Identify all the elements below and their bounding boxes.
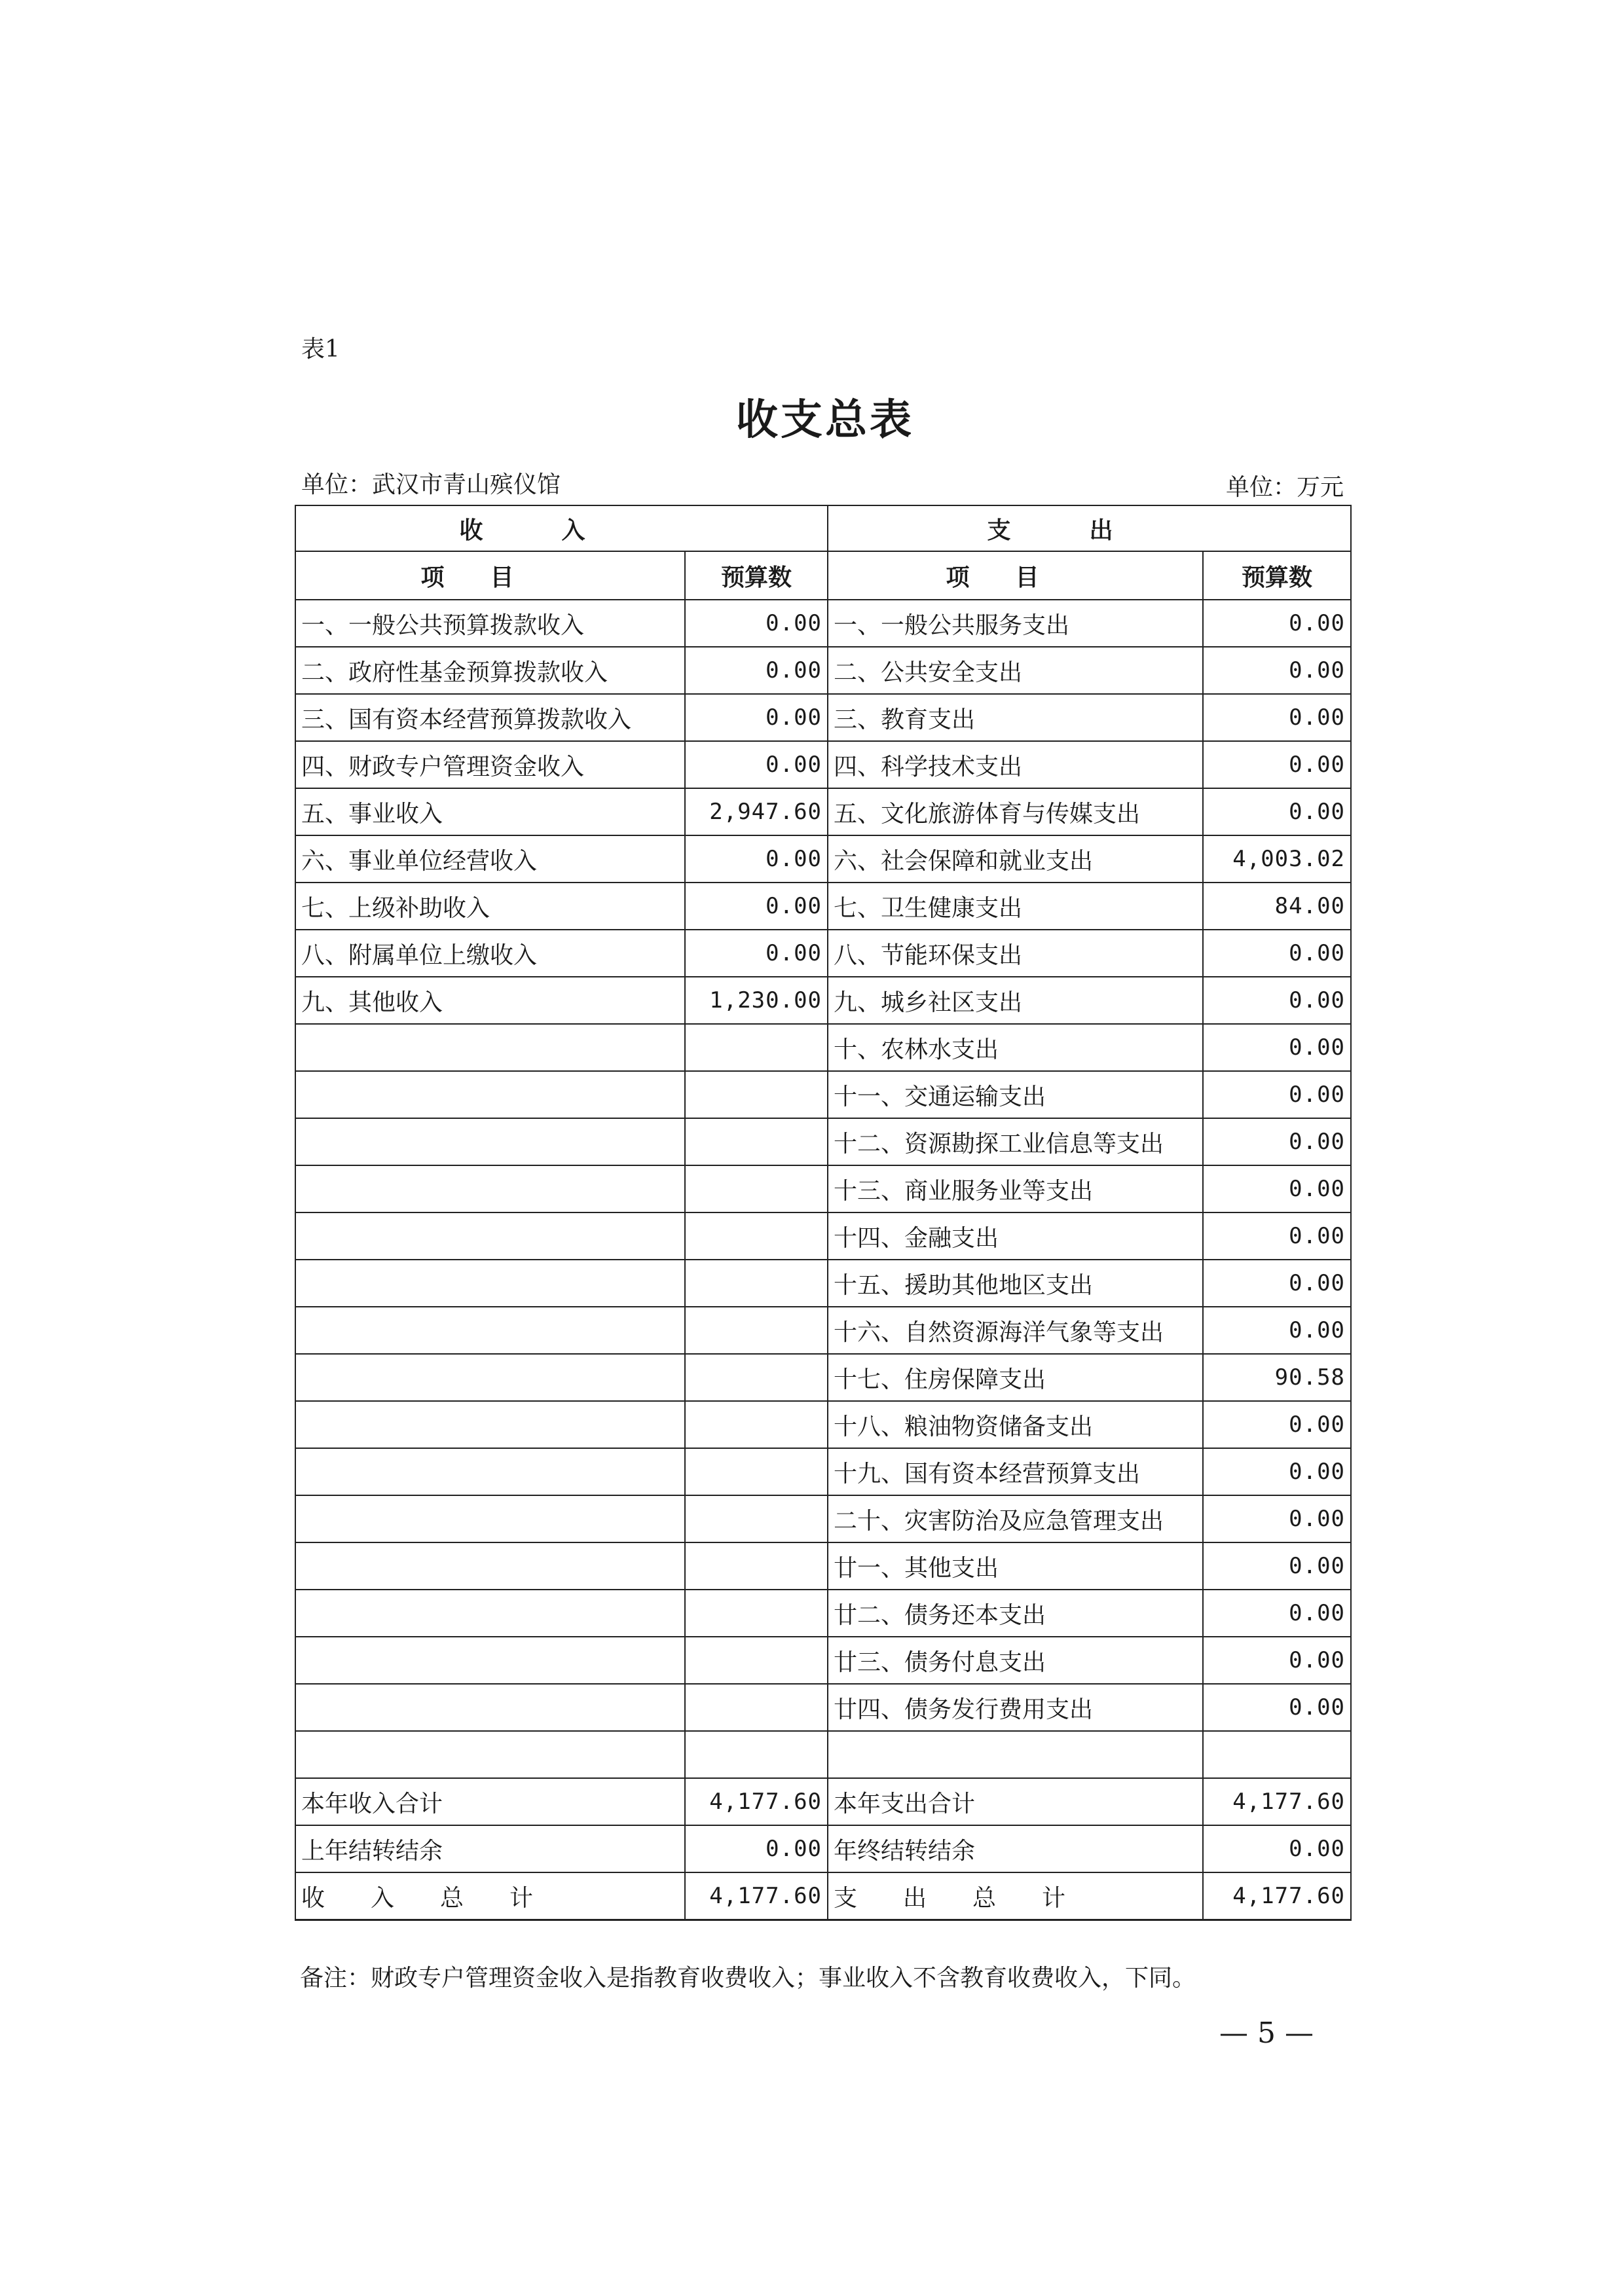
expense-grand-total-label: 支出总计 (828, 1872, 1203, 1920)
income-item-cell (295, 1542, 685, 1590)
expense-budget-cell: 0.00 (1203, 1260, 1351, 1307)
income-item-cell: 本年收入合计 (295, 1778, 685, 1825)
expense-item-cell: 七、卫生健康支出 (828, 883, 1203, 930)
income-budget-cell (685, 1401, 828, 1448)
expense-budget-cell (1203, 1731, 1351, 1778)
income-budget-cell: 0.00 (685, 741, 828, 788)
table-row (295, 1778, 1351, 1825)
expense-item-cell (828, 1731, 1203, 1778)
income-item-cell: 三、国有资本经营预算拨款收入 (295, 694, 685, 741)
expense-budget-cell: 0.00 (1203, 1024, 1351, 1071)
table-row (295, 1260, 1351, 1307)
income-budget-cell (685, 1354, 828, 1401)
expense-item-cell: 八、节能环保支出 (828, 930, 1203, 977)
income-budget-cell: 0.00 (685, 930, 828, 977)
expense-item-cell: 九、城乡社区支出 (828, 977, 1203, 1024)
table-row (295, 835, 1351, 883)
income-item-cell (295, 1495, 685, 1542)
income-item-cell (295, 1354, 685, 1401)
income-item-cell (295, 1637, 685, 1684)
income-budget-header: 预算数 (685, 551, 828, 600)
income-item-cell: 一、一般公共预算拨款收入 (295, 600, 685, 647)
table-row (295, 741, 1351, 788)
income-item-cell (295, 1212, 685, 1260)
table-row (295, 1212, 1351, 1260)
expense-item-cell: 十一、交通运输支出 (828, 1071, 1203, 1118)
expense-item-cell: 五、文化旅游体育与传媒支出 (828, 788, 1203, 835)
expense-budget-cell: 0.00 (1203, 1684, 1351, 1731)
income-budget-cell (685, 1448, 828, 1495)
income-item-cell (295, 1165, 685, 1212)
expense-item-cell: 二十、灾害防治及应急管理支出 (828, 1495, 1203, 1542)
income-budget-cell (685, 1071, 828, 1118)
income-budget-cell (685, 1212, 828, 1260)
expense-budget-cell: 0.00 (1203, 977, 1351, 1024)
expense-budget-cell: 0.00 (1203, 600, 1351, 647)
table-row (295, 1684, 1351, 1731)
expense-budget-cell: 0.00 (1203, 1165, 1351, 1212)
income-budget-cell: 0.00 (685, 1825, 828, 1872)
table-row (295, 1825, 1351, 1872)
income-grand-total-label: 收入总计 (295, 1872, 685, 1920)
income-item-cell (295, 1024, 685, 1071)
income-item-cell (295, 1590, 685, 1637)
expense-section-header: 支出 (828, 505, 1351, 551)
page-title: 收支总表 (736, 396, 914, 445)
page-number: — 5 — (1219, 2016, 1314, 2050)
expense-item-cell: 廿四、债务发行费用支出 (828, 1684, 1203, 1731)
income-item-cell (295, 1401, 685, 1448)
expense-item-cell: 一、一般公共服务支出 (828, 600, 1203, 647)
expense-item-cell: 二、公共安全支出 (828, 647, 1203, 694)
expense-item-cell: 年终结转结余 (828, 1825, 1203, 1872)
expense-item-cell: 十五、援助其他地区支出 (828, 1260, 1203, 1307)
income-item-cell: 六、事业单位经营收入 (295, 835, 685, 883)
income-item-cell (295, 1684, 685, 1731)
expense-budget-header: 预算数 (1203, 551, 1351, 600)
income-grand-total-value: 4,177.60 (685, 1872, 828, 1920)
expense-budget-cell: 0.00 (1203, 1590, 1351, 1637)
expense-item-header: 项目 (828, 551, 1203, 600)
income-budget-cell: 2,947.60 (685, 788, 828, 835)
table-row (295, 647, 1351, 694)
expense-budget-cell: 0.00 (1203, 788, 1351, 835)
income-budget-cell: 0.00 (685, 835, 828, 883)
expense-item-cell: 十四、金融支出 (828, 1212, 1203, 1260)
table-row (295, 1165, 1351, 1212)
expense-budget-cell: 0.00 (1203, 930, 1351, 977)
table-row (295, 1448, 1351, 1495)
expense-budget-cell: 0.00 (1203, 1825, 1351, 1872)
expense-budget-cell: 0.00 (1203, 1071, 1351, 1118)
expense-item-cell: 十二、资源勘探工业信息等支出 (828, 1118, 1203, 1165)
expense-budget-cell: 0.00 (1203, 1448, 1351, 1495)
income-budget-cell (685, 1165, 828, 1212)
income-item-cell: 九、其他收入 (295, 977, 685, 1024)
income-budget-cell (685, 1495, 828, 1542)
table-row (295, 883, 1351, 930)
table-row (295, 1307, 1351, 1354)
expense-item-cell: 十六、自然资源海洋气象等支出 (828, 1307, 1203, 1354)
income-item-cell (295, 1118, 685, 1165)
income-budget-cell (685, 1637, 828, 1684)
income-item-cell (295, 1307, 685, 1354)
table-row (295, 1495, 1351, 1542)
expense-item-cell: 廿一、其他支出 (828, 1542, 1203, 1590)
income-item-cell: 八、附属单位上缴收入 (295, 930, 685, 977)
expense-budget-cell: 90.58 (1203, 1354, 1351, 1401)
income-budget-cell: 0.00 (685, 600, 828, 647)
budget-summary-table (295, 505, 1352, 1921)
income-item-cell: 七、上级补助收入 (295, 883, 685, 930)
expense-item-cell: 本年支出合计 (828, 1778, 1203, 1825)
table-row (295, 930, 1351, 977)
expense-budget-cell: 0.00 (1203, 1307, 1351, 1354)
expense-budget-cell: 0.00 (1203, 741, 1351, 788)
expense-item-cell: 十、农林水支出 (828, 1024, 1203, 1071)
table-row (295, 1731, 1351, 1778)
expense-item-cell: 廿三、债务付息支出 (828, 1637, 1203, 1684)
table-row (295, 977, 1351, 1024)
expense-item-cell: 十三、商业服务业等支出 (828, 1165, 1203, 1212)
table-body (295, 600, 1351, 1872)
expense-item-cell: 四、科学技术支出 (828, 741, 1203, 788)
expense-budget-cell: 4,177.60 (1203, 1778, 1351, 1825)
income-item-cell: 上年结转结余 (295, 1825, 685, 1872)
expense-budget-cell: 0.00 (1203, 1212, 1351, 1260)
table-row (295, 1354, 1351, 1401)
income-budget-cell (685, 1260, 828, 1307)
income-budget-cell (685, 1118, 828, 1165)
table-row (295, 1024, 1351, 1071)
income-budget-cell: 1,230.00 (685, 977, 828, 1024)
table-row (295, 1637, 1351, 1684)
expense-budget-cell: 0.00 (1203, 647, 1351, 694)
table-row (295, 1542, 1351, 1590)
income-budget-cell: 4,177.60 (685, 1778, 828, 1825)
table-row (295, 1590, 1351, 1637)
table-row (295, 600, 1351, 647)
table-row (295, 788, 1351, 835)
expense-item-cell: 廿二、债务还本支出 (828, 1590, 1203, 1637)
income-budget-cell: 0.00 (685, 694, 828, 741)
income-budget-cell (685, 1542, 828, 1590)
income-budget-cell (685, 1590, 828, 1637)
expense-item-cell: 十八、粮油物资储备支出 (828, 1401, 1203, 1448)
unit-organization: 单位：武汉市青山殡仪馆 (301, 471, 561, 498)
expense-item-cell: 六、社会保障和就业支出 (828, 835, 1203, 883)
income-item-cell (295, 1260, 685, 1307)
expense-budget-cell: 4,003.02 (1203, 835, 1351, 883)
expense-item-cell: 十七、住房保障支出 (828, 1354, 1203, 1401)
income-budget-cell: 0.00 (685, 647, 828, 694)
income-budget-cell: 0.00 (685, 883, 828, 930)
income-budget-cell (685, 1307, 828, 1354)
income-item-cell: 四、财政专户管理资金收入 (295, 741, 685, 788)
table-row-grand-total (295, 1872, 1351, 1920)
income-budget-cell (685, 1024, 828, 1071)
expense-budget-cell: 0.00 (1203, 694, 1351, 741)
income-item-header: 项目 (295, 551, 685, 600)
income-item-cell (295, 1448, 685, 1495)
expense-item-cell: 十九、国有资本经营预算支出 (828, 1448, 1203, 1495)
table-number: 表1 (301, 336, 340, 363)
expense-budget-cell: 0.00 (1203, 1401, 1351, 1448)
unit-currency: 单位：万元 (1225, 474, 1344, 501)
income-item-cell (295, 1731, 685, 1778)
table-row (295, 1118, 1351, 1165)
expense-budget-cell: 0.00 (1203, 1495, 1351, 1542)
footnote: 备注：财政专户管理资金收入是指教育收费收入；事业收入不含教育收费收入，下同。 (300, 1965, 1196, 1992)
income-item-cell: 二、政府性基金预算拨款收入 (295, 647, 685, 694)
income-section-header: 收入 (295, 505, 828, 551)
income-item-cell: 五、事业收入 (295, 788, 685, 835)
table-row (295, 1071, 1351, 1118)
table-row (295, 1401, 1351, 1448)
expense-grand-total-value: 4,177.60 (1203, 1872, 1351, 1920)
expense-budget-cell: 84.00 (1203, 883, 1351, 930)
expense-budget-cell: 0.00 (1203, 1637, 1351, 1684)
income-budget-cell (685, 1731, 828, 1778)
table-row (295, 694, 1351, 741)
expense-item-cell: 三、教育支出 (828, 694, 1203, 741)
expense-budget-cell: 0.00 (1203, 1542, 1351, 1590)
expense-budget-cell: 0.00 (1203, 1118, 1351, 1165)
income-item-cell (295, 1071, 685, 1118)
income-budget-cell (685, 1684, 828, 1731)
